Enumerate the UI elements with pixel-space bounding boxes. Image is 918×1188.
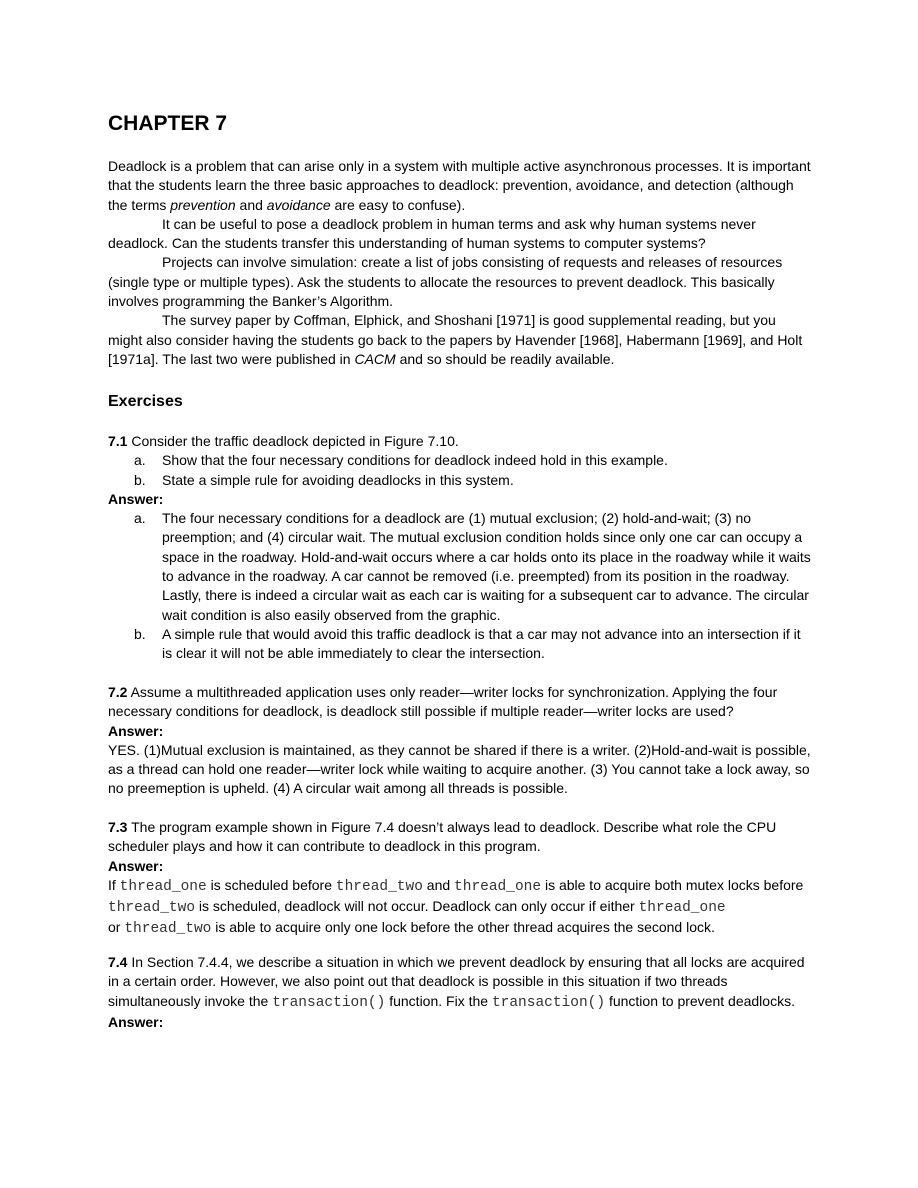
code-thread-two: thread_two	[124, 921, 212, 938]
code-thread-two: thread_two	[108, 900, 196, 917]
list-marker: a.	[134, 510, 146, 527]
intro-p4-text-b: and so should be readily available.	[395, 350, 615, 367]
answer-text: or	[108, 919, 125, 936]
exercise-7-3	[108, 818, 812, 940]
exercise-question-text: Consider the traffic deadlock depicted in Figure 7.10.	[127, 433, 459, 449]
intro-paragraph-3: Projects can involve simulation: create a list of jobs consisting of requests and releases of resources (single type or multiple types). Ask the students to allocate the resources to prevent deadlock. This basically involves programming the Banker’s Algorithm.	[108, 254, 783, 310]
exercise-7-2-question	[108, 683, 812, 722]
answer-text: is scheduled, deadlock will not occur. Deadlock can only occur if either	[195, 898, 639, 915]
code-thread-one: thread_one	[119, 878, 207, 895]
intro-p1-em-avoidance: avoidance	[266, 196, 331, 213]
exercise-question-text: function to prevent deadlocks.	[605, 992, 795, 1009]
list-item	[108, 509, 812, 625]
code-thread-two: thread_two	[335, 878, 423, 895]
code-transaction-function: transaction()	[491, 994, 606, 1011]
exercise-7-1-question	[108, 432, 812, 451]
exercise-number: 7.3	[108, 819, 128, 835]
intro-p1-text-b: and	[235, 196, 267, 213]
list-marker: b.	[134, 625, 146, 642]
list-item-text: The four necessary conditions for a deadlock are (1) mutual exclusion; (2) hold-and-wait; (3) no preemption; and (4) circular wait. The mutual exclusion condition holds since only one car can occupy a space in the roadway. Hold-and-wait occurs where a car holds onto its place in the roadway while it waits to advance in the roadway. A car cannot be removed (i.e. preempted) from its position in the roadway. Lastly, there is indeed a circular wait as each car is waiting for a subsequent car to advance. The circular wait condition is also easily observed from the graphic.	[162, 510, 811, 623]
answer-text: is able to acquire both mutex locks before	[541, 876, 804, 893]
exercise-question-text: function. Fix the	[385, 992, 492, 1009]
answer-text: If	[108, 876, 120, 893]
exercise-7-1-answers	[108, 509, 812, 663]
list-item-text: A simple rule that would avoid this traffic deadlock is that a car may not advance into an intersection if it is clear it will not be able immediately to clear the intersection.	[162, 625, 801, 662]
intro-p1-text-a: Deadlock is a problem that can arise only in a system with multiple active asynchronous processes. It is important that the students learn the three basic approaches to deadlock: prevention, avoidance, and detection (although the terms	[108, 158, 811, 213]
answer-text: and	[422, 876, 455, 893]
list-item	[108, 451, 812, 470]
answer-label: Answer:	[108, 490, 164, 507]
list-item	[108, 471, 812, 490]
code-thread-one: thread_one	[638, 900, 726, 917]
code-transaction-function: transaction()	[272, 994, 386, 1011]
exercise-7-4-question	[108, 953, 812, 1013]
answer-text: is scheduled before	[206, 876, 336, 893]
exercise-7-3-question	[108, 818, 812, 857]
list-item-text: Show that the four necessary conditions for deadlock indeed hold in this example.	[162, 452, 668, 469]
exercise-7-2-answer: YES. (1)Mutual exclusion is maintained, as they cannot be shared if there is a writer. (2)Hold-and-wait is possible, as a thread can hold one reader—writer lock while waiting to acquire another. (3) You cannot take a lock away, so no preemeption is upheld. (4) A circular wait among all threads is possible.	[108, 741, 811, 797]
chapter-title: CHAPTER 7	[108, 112, 228, 135]
answer-label: Answer:	[108, 857, 164, 874]
exercise-7-1	[108, 432, 812, 664]
intro-paragraph-1	[108, 157, 812, 215]
exercise-number: 7.4	[108, 954, 128, 970]
exercises-heading: Exercises	[108, 393, 183, 410]
list-marker: a.	[134, 452, 146, 469]
answer-label: Answer:	[108, 722, 164, 739]
exercise-number: 7.2	[108, 684, 128, 700]
exercise-question-text: The program example shown in Figure 7.4 doesn’t always lead to deadlock. Describe what role the CPU scheduler plays and how it can contribute to deadlock in this program.	[108, 819, 777, 855]
answer-label: Answer:	[108, 1013, 164, 1030]
answer-text: is able to acquire only one lock before the other thread acquires the second lock.	[211, 919, 715, 936]
intro-paragraph-4	[108, 311, 812, 369]
list-item-text: State a simple rule for avoiding deadlocks in this system.	[162, 471, 514, 488]
exercise-number: 7.1	[108, 433, 128, 449]
list-marker: b.	[134, 471, 146, 488]
exercise-question-text: In Section 7.4.4, we describe a situation in which we prevent deadlock by ensuring that all locks are acquired in a certain order. However, we also point out that deadlock is possible in this situation if two threads simultaneously invoke the	[108, 954, 805, 1009]
intro-p1-text-c: are easy to confuse).	[330, 196, 466, 213]
intro-p1-em-prevention: prevention	[170, 196, 236, 213]
exercise-7-1-parts	[108, 451, 812, 490]
code-thread-one: thread_one	[454, 878, 542, 895]
exercise-7-4	[108, 953, 812, 1032]
intro-paragraph-2: It can be useful to pose a deadlock problem in human terms and ask why human systems never deadlock. Can the students transfer this understanding of human systems to computer systems?	[108, 215, 756, 252]
exercise-7-2	[108, 683, 812, 799]
list-item	[108, 625, 812, 664]
intro-section	[108, 157, 812, 369]
intro-p4-em-cacm: CACM	[354, 350, 396, 367]
intro-p4-text-a: The survey paper by Coffman, Elphick, and Shoshani [1971] is good supplemental reading, but you might also consider having the students go back to the papers by Havender [1968], Habermann [1969], and Holt [1971a]. The last two were published in	[108, 312, 803, 367]
exercise-7-3-answer	[108, 876, 812, 940]
exercise-question-text: Assume a multithreaded application uses only reader—writer locks for synchronization. Applying the four necessary conditions for deadlock, is deadlock still possible if multiple reader—writer locks are used?	[108, 684, 778, 720]
